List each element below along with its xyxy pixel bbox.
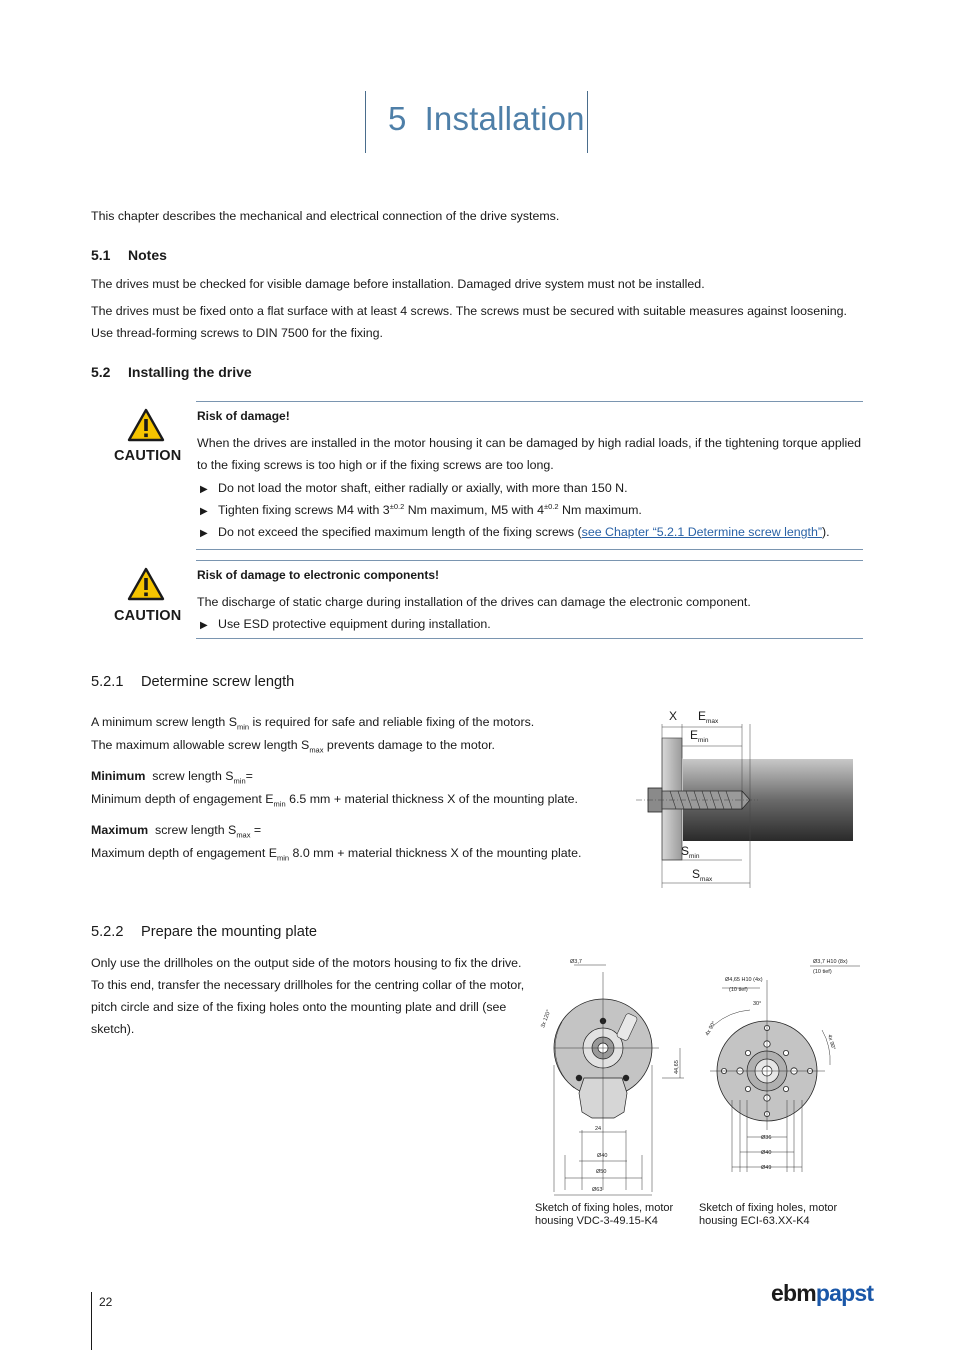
label-height: 44,65: [674, 1060, 680, 1074]
chapter-link[interactable]: see Chapter “5.2.1 Determine screw length”: [581, 525, 822, 539]
sketch-eci-housing: [700, 950, 860, 1200]
bullet-text: Tighten fixing screws M4 with 3: [218, 503, 390, 517]
vdc-drawing: [534, 950, 694, 1200]
caution-1-bullet-1: [200, 481, 628, 495]
label-angle-90-right: 4x 90°: [826, 1033, 836, 1051]
label-small-depth: (10 tief): [813, 969, 832, 975]
caution-2-bullet-1: [200, 617, 491, 631]
maximum-depth-text: Maximum depth of engagement $E_{min}$ 8.0 mm + material thickness X of the mounting plate.: [91, 846, 582, 863]
caution-2-text: The discharge of static charge during installation of the drives can damage the electronic component.: [197, 595, 751, 609]
label-width: 24: [595, 1126, 602, 1132]
label-dia-40: Ø40: [597, 1153, 608, 1159]
label-angle-30: 30°: [753, 1001, 762, 1007]
label-emax-sub: max: [706, 718, 719, 725]
subsection-number: 5.2.2: [91, 924, 124, 940]
label-angle-90-left: 4x 90°: [704, 1020, 718, 1037]
logo-part-papst: papst: [815, 1280, 874, 1306]
section-number: 5.2: [91, 364, 111, 380]
minimum-depth-text: Minimum depth of engagement $E_{min}$ 6.5 mm + material thickness X of the mounting plate.: [91, 792, 578, 809]
sketch-vdc-housing: [534, 950, 694, 1200]
bullet-text: Do not exceed the specified maximum length of the fixing screws (: [218, 525, 582, 539]
label-smin: S: [681, 844, 690, 858]
caution-2-top-rule: [196, 560, 863, 561]
subsection-title: Prepare the mounting plate: [141, 924, 318, 940]
caution-2-title: Risk of damage to electronic components!: [197, 568, 440, 582]
label-small-holes: Ø3,7 H10 (8x): [813, 959, 848, 965]
screw-diagram: [634, 700, 856, 890]
sketch-1-caption: Sketch of fixing holes, motor housing VDC-3-49.15-K4: [535, 1202, 674, 1227]
label-emin-sub: min: [698, 737, 709, 744]
mounting-plate-line-3: pitch circle and size of the fixing holes onto the mounting plate and drill (see: [91, 1000, 507, 1014]
subsection-number: 5.2.1: [91, 674, 124, 690]
mounting-plate-line-1: Only use the drillholes on the output side of the motors housing to fix the drive.: [91, 956, 522, 970]
label-angle: 3x 120°: [540, 1009, 553, 1029]
caution-1-title: Risk of damage!: [197, 409, 290, 423]
label-x: X: [669, 709, 678, 723]
tolerance-sup: ±0.2: [389, 501, 405, 511]
subsection-title: Determine screw length: [141, 674, 295, 690]
caution-2-bottom-rule: [196, 638, 863, 639]
bullet-text: Use ESD protective equipment during installation.: [218, 617, 491, 631]
mounting-plate-line-4: sketch).: [91, 1022, 135, 1036]
section-title: Notes: [128, 247, 167, 263]
intro-text: This chapter describes the mechanical and electrical connection of the drive systems.: [91, 209, 560, 223]
label-smax: S: [692, 867, 701, 881]
section-title: Installing the drive: [128, 364, 252, 380]
chapter-number: 5: [388, 100, 407, 137]
bullet-arrow-icon: ▶: [200, 528, 208, 539]
bullet-arrow-icon: ▶: [200, 484, 208, 495]
caution-1-bottom-rule: [196, 549, 863, 550]
bullet-arrow-icon: ▶: [200, 506, 208, 517]
footer-rule: [91, 1292, 92, 1350]
caution-1-text-line-1: When the drives are installed in the motor housing it can be damaged by high radial loads, if the tightening torque applied: [197, 436, 862, 450]
warning-triangle-icon: [127, 567, 165, 601]
section-number: 5.1: [91, 247, 111, 263]
notes-paragraph-2-line-1: The drives must be fixed onto a flat surface with at least 4 screws. The screws must be secured with suitable measures against loosening.: [91, 304, 847, 318]
label-hole-dia: Ø3,7: [570, 959, 582, 965]
caution-1-bullet-3: [200, 525, 830, 539]
bullet-text: Do not load the motor shaft, either radially or axially, with more than 150 N.: [218, 481, 628, 495]
caution-1-bullet-2: [200, 503, 642, 517]
tolerance-sup: ±0.2: [544, 501, 559, 511]
caution-1-top-rule: [196, 401, 863, 402]
label-dia-36: Ø36: [761, 1135, 772, 1141]
label-smin-sub: min: [689, 853, 700, 860]
label-large-depth: (10 tief): [729, 987, 748, 993]
eci-drawing: [700, 950, 860, 1200]
notes-paragraph-2-line-2: Use thread-forming screws to DIN 7500 for the fixing.: [91, 326, 383, 340]
label-smax-sub: max: [700, 876, 713, 883]
sketch-2-caption: Sketch of fixing holes, motor housing ECI-63.XX-K4: [699, 1202, 838, 1227]
bullet-text: Nm maximum, M5 with 4: [404, 503, 545, 517]
page-number: 22: [99, 1295, 113, 1309]
subsection-heading-screw-length: [91, 674, 294, 690]
screw-length-line-1: A minimum screw length $S_{min}$ is required for safe and reliable fixing of the motors.: [91, 715, 535, 732]
maximum-definition: Maximum screw length $S_{max}$ =: [91, 823, 262, 840]
chapter-title: [388, 100, 585, 138]
label-emin: E: [690, 728, 699, 742]
logo-part-ebm: ebm: [771, 1280, 816, 1306]
warning-triangle-icon: [127, 408, 165, 442]
label-dia-50: Ø50: [596, 1169, 607, 1175]
label-dia-63: Ø63: [592, 1187, 603, 1193]
caution-label: CAUTION: [114, 448, 182, 464]
brand-logo: [771, 1280, 873, 1307]
label-dia-49: Ø49: [761, 1165, 772, 1171]
chapter-bar-left: [365, 91, 366, 153]
chapter-title-text: Installation: [424, 100, 585, 137]
subsection-heading-mounting-plate: [91, 924, 317, 940]
screw-length-line-2: The maximum allowable screw length $S_{max}$ prevents damage to the motor.: [91, 738, 495, 755]
bullet-text: Nm maximum.: [558, 503, 642, 517]
screw-length-figure: [634, 700, 856, 890]
label-dia-40: Ø40: [761, 1150, 772, 1156]
label-large-holes: Ø4,65 H10 (4x): [725, 977, 763, 983]
section-heading-notes: [91, 247, 167, 263]
caution-1-text-line-2: to the fixing screws is too high or if the fixing screws are too long.: [197, 458, 554, 472]
bullet-text: ).: [822, 525, 830, 539]
label-emax: E: [698, 709, 707, 723]
mounting-plate-line-2: To this end, transfer the necessary drillholes for the centring collar of the motor,: [91, 978, 525, 992]
bullet-arrow-icon: ▶: [200, 620, 208, 631]
chapter-bar-right: [587, 91, 588, 153]
caution-label: CAUTION: [114, 608, 182, 624]
section-heading-installing: [91, 364, 252, 380]
minimum-definition: Minimum screw length $S_{min}=$: [91, 769, 253, 786]
notes-paragraph-1: The drives must be checked for visible damage before installation. Damaged drive system must not be installed.: [91, 277, 705, 291]
